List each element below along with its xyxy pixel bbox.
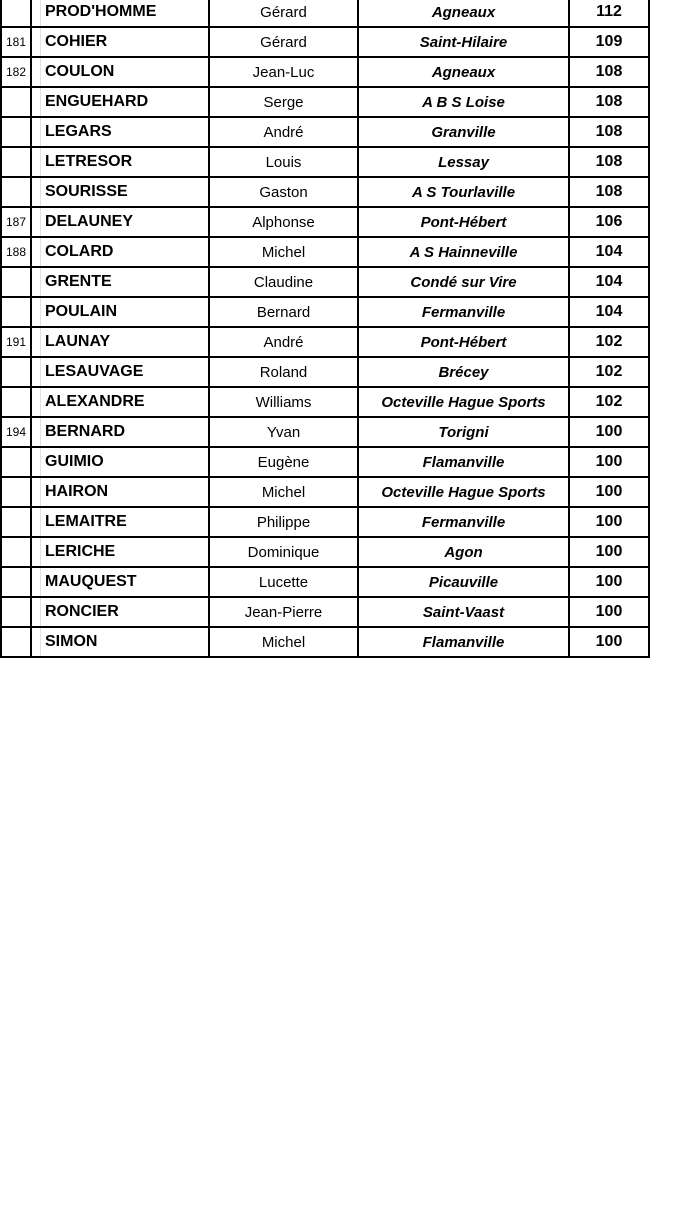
table-row <box>0 268 651 298</box>
surname-cell <box>30 538 210 568</box>
score-cell-text: 100 <box>595 543 623 560</box>
rank-cell-text: 191 <box>5 335 27 349</box>
surname-cell-text: ALEXANDRE <box>45 393 145 410</box>
club-cell <box>359 28 570 58</box>
club-cell-text: Torigni <box>438 423 489 441</box>
table-row <box>0 328 651 358</box>
firstname-cell-text: Michel <box>261 483 306 501</box>
surname-cell <box>30 568 210 598</box>
firstname-cell <box>210 598 359 628</box>
score-cell <box>570 148 650 178</box>
table-row <box>0 628 651 658</box>
club-cell-text: Brécey <box>438 363 489 381</box>
firstname-cell <box>210 0 359 28</box>
score-cell-text: 109 <box>595 33 623 50</box>
table-row <box>0 358 651 388</box>
club-cell-text: Flamanville <box>422 633 505 651</box>
rank-cell <box>0 298 32 328</box>
club-cell-text: Saint-Hilaire <box>419 33 508 51</box>
table-row <box>0 0 651 28</box>
club-cell <box>359 538 570 568</box>
table-row <box>0 298 651 328</box>
surname-cell-text: LAUNAY <box>45 333 111 350</box>
score-cell-text: 102 <box>595 363 623 380</box>
table-row <box>0 88 651 118</box>
club-cell <box>359 598 570 628</box>
score-cell-text: 104 <box>595 243 623 260</box>
rank-cell-text: 182 <box>5 65 27 79</box>
club-cell <box>359 148 570 178</box>
rank-cell <box>0 328 32 358</box>
firstname-cell <box>210 118 359 148</box>
firstname-cell-text: Lucette <box>258 573 309 591</box>
club-cell-text: Agneaux <box>431 63 496 81</box>
surname-cell-text: GRENTE <box>45 273 112 290</box>
club-cell <box>359 448 570 478</box>
firstname-cell <box>210 178 359 208</box>
rank-cell <box>0 58 32 88</box>
rank-cell <box>0 538 32 568</box>
firstname-cell <box>210 418 359 448</box>
rank-cell-text: 194 <box>5 425 27 439</box>
score-cell-text: 104 <box>595 303 623 320</box>
score-cell-text: 108 <box>595 63 623 80</box>
rank-cell <box>0 478 32 508</box>
club-cell <box>359 58 570 88</box>
score-cell <box>570 598 650 628</box>
score-cell <box>570 508 650 538</box>
table-row <box>0 598 651 628</box>
rank-cell-text: 187 <box>5 215 27 229</box>
surname-cell-text: POULAIN <box>45 303 117 320</box>
score-cell <box>570 88 650 118</box>
rank-cell <box>0 358 32 388</box>
firstname-cell <box>210 448 359 478</box>
firstname-cell-text: Michel <box>261 633 306 651</box>
firstname-cell <box>210 508 359 538</box>
firstname-cell-text: Louis <box>265 153 302 171</box>
score-cell-text: 100 <box>595 513 623 530</box>
surname-cell <box>30 238 210 268</box>
table-row <box>0 448 651 478</box>
club-cell-text: Granville <box>431 123 496 141</box>
firstname-cell <box>210 238 359 268</box>
surname-cell <box>30 598 210 628</box>
table-row <box>0 178 651 208</box>
rank-cell <box>0 208 32 238</box>
surname-cell <box>30 28 210 58</box>
surname-cell <box>30 118 210 148</box>
surname-cell-text: MAUQUEST <box>45 573 137 590</box>
club-cell <box>359 418 570 448</box>
surname-cell <box>30 208 210 238</box>
rank-cell <box>0 508 32 538</box>
club-cell <box>359 178 570 208</box>
score-cell <box>570 58 650 88</box>
surname-cell-text: DELAUNEY <box>45 213 134 230</box>
surname-cell <box>30 178 210 208</box>
surname-cell <box>30 388 210 418</box>
firstname-cell-text: Gérard <box>260 3 307 21</box>
surname-cell-text: PROD'HOMME <box>45 3 157 20</box>
score-cell <box>570 478 650 508</box>
score-cell-text: 104 <box>595 273 623 290</box>
score-cell <box>570 328 650 358</box>
score-cell <box>570 0 650 28</box>
score-cell <box>570 268 650 298</box>
table-row <box>0 58 651 88</box>
score-cell-text: 100 <box>595 423 623 440</box>
firstname-cell <box>210 568 359 598</box>
score-cell <box>570 388 650 418</box>
club-cell-text: A B S Loise <box>422 93 505 111</box>
surname-cell-text: LEMAITRE <box>45 513 127 530</box>
firstname-cell-text: Gaston <box>259 183 308 201</box>
club-cell-text: Agon <box>444 543 483 561</box>
score-cell <box>570 358 650 388</box>
surname-cell <box>30 88 210 118</box>
club-cell-text: Saint-Vaast <box>422 603 505 621</box>
rank-cell <box>0 0 32 28</box>
score-cell <box>570 298 650 328</box>
surname-cell-text: LEGARS <box>45 123 112 140</box>
rank-cell <box>0 238 32 268</box>
table-row <box>0 478 651 508</box>
score-cell-text: 100 <box>595 603 623 620</box>
surname-cell-text: BERNARD <box>45 423 125 440</box>
table-row <box>0 418 651 448</box>
firstname-cell-text: Serge <box>263 93 304 111</box>
club-cell-text: Lessay <box>438 153 489 171</box>
surname-cell <box>30 58 210 88</box>
score-cell-text: 112 <box>596 3 622 20</box>
firstname-cell-text: Jean-Pierre <box>244 603 323 621</box>
surname-cell-text: GUIMIO <box>45 453 104 470</box>
firstname-cell-text: Williams <box>255 393 312 411</box>
surname-cell-text: SIMON <box>45 633 98 650</box>
surname-cell-text: ENGUEHARD <box>45 93 149 110</box>
table-row <box>0 238 651 268</box>
firstname-cell-text: Roland <box>259 363 308 381</box>
score-cell <box>570 118 650 148</box>
club-cell <box>359 388 570 418</box>
club-cell-text: Flamanville <box>422 453 505 471</box>
firstname-cell <box>210 268 359 298</box>
club-cell-text: Fermanville <box>421 513 506 531</box>
surname-cell <box>30 508 210 538</box>
rank-cell <box>0 28 32 58</box>
club-cell <box>359 208 570 238</box>
club-cell <box>359 268 570 298</box>
club-cell <box>359 118 570 148</box>
surname-cell <box>30 328 210 358</box>
rank-cell <box>0 418 32 448</box>
table-row <box>0 568 651 598</box>
surname-cell-text: LERICHE <box>45 543 116 560</box>
surname-cell <box>30 418 210 448</box>
table-row <box>0 118 651 148</box>
firstname-cell-text: Eugène <box>257 453 310 471</box>
firstname-cell-text: Alphonse <box>252 213 315 231</box>
firstname-cell <box>210 388 359 418</box>
table-row <box>0 28 651 58</box>
table-row <box>0 148 651 178</box>
surname-cell-text: COHIER <box>45 33 108 50</box>
firstname-cell-text: André <box>263 333 304 351</box>
rank-cell <box>0 178 32 208</box>
club-cell <box>359 358 570 388</box>
rank-cell <box>0 118 32 148</box>
surname-cell <box>30 358 210 388</box>
score-cell <box>570 178 650 208</box>
score-cell <box>570 628 650 658</box>
score-cell-text: 108 <box>595 183 623 200</box>
club-cell-text: Agneaux <box>431 3 496 21</box>
firstname-cell-text: Bernard <box>256 303 311 321</box>
score-cell-text: 100 <box>595 453 623 470</box>
score-cell-text: 108 <box>595 153 623 170</box>
table-row <box>0 508 651 538</box>
firstname-cell <box>210 628 359 658</box>
score-cell <box>570 568 650 598</box>
score-cell <box>570 208 650 238</box>
surname-cell <box>30 148 210 178</box>
club-cell <box>359 478 570 508</box>
score-cell <box>570 238 650 268</box>
club-cell <box>359 0 570 28</box>
club-cell <box>359 238 570 268</box>
score-cell-text: 100 <box>595 633 623 650</box>
rank-cell <box>0 268 32 298</box>
score-cell-text: 100 <box>595 573 623 590</box>
club-cell-text: Condé sur Vire <box>410 273 517 291</box>
surname-cell-text: RONCIER <box>45 603 119 620</box>
rank-cell <box>0 628 32 658</box>
surname-cell-text: SOURISSE <box>45 183 128 200</box>
rank-cell-text: 188 <box>5 245 27 259</box>
surname-cell <box>30 298 210 328</box>
club-cell-text: Fermanville <box>421 303 506 321</box>
firstname-cell <box>210 88 359 118</box>
firstname-cell-text: André <box>263 123 304 141</box>
rank-cell <box>0 598 32 628</box>
table-row <box>0 388 651 418</box>
score-cell-text: 106 <box>595 213 623 230</box>
firstname-cell-text: Yvan <box>266 423 301 441</box>
club-cell <box>359 298 570 328</box>
rank-cell <box>0 568 32 598</box>
score-cell <box>570 28 650 58</box>
surname-cell-text: COULON <box>45 63 115 80</box>
firstname-cell-text: Jean-Luc <box>252 63 315 81</box>
firstname-cell <box>210 58 359 88</box>
surname-cell-text: LETRESOR <box>45 153 133 170</box>
rank-cell <box>0 448 32 478</box>
firstname-cell-text: Michel <box>261 243 306 261</box>
firstname-cell <box>210 538 359 568</box>
firstname-cell-text: Dominique <box>247 543 320 561</box>
score-cell-text: 108 <box>595 123 623 140</box>
firstname-cell <box>210 208 359 238</box>
firstname-cell-text: Gérard <box>260 33 307 51</box>
firstname-cell <box>210 358 359 388</box>
firstname-cell <box>210 28 359 58</box>
club-cell <box>359 628 570 658</box>
club-cell <box>359 88 570 118</box>
club-cell-text: A S Tourlaville <box>411 183 516 201</box>
surname-cell <box>30 448 210 478</box>
score-cell-text: 102 <box>595 333 623 350</box>
table-row <box>0 538 651 568</box>
club-cell-text: Picauville <box>428 573 499 591</box>
club-cell-text: A S Hainneville <box>409 243 518 261</box>
score-cell <box>570 448 650 478</box>
club-cell-text: Octeville Hague Sports <box>381 393 546 411</box>
club-cell-text: Octeville Hague Sports <box>381 483 546 501</box>
rank-cell-text: 181 <box>5 35 27 49</box>
club-cell-text: Pont-Hébert <box>420 333 507 351</box>
surname-cell-text: COLARD <box>45 243 114 260</box>
rank-cell <box>0 88 32 118</box>
table-row <box>0 208 651 238</box>
firstname-cell-text: Claudine <box>253 273 314 291</box>
rank-cell <box>0 148 32 178</box>
surname-cell <box>30 628 210 658</box>
club-cell <box>359 568 570 598</box>
firstname-cell <box>210 478 359 508</box>
club-cell-text: Pont-Hébert <box>420 213 507 231</box>
firstname-cell <box>210 328 359 358</box>
score-cell <box>570 418 650 448</box>
surname-cell-text: HAIRON <box>45 483 109 500</box>
score-cell <box>570 538 650 568</box>
surname-cell <box>30 268 210 298</box>
surname-cell-text: LESAUVAGE <box>45 363 144 380</box>
firstname-cell-text: Philippe <box>256 513 311 531</box>
firstname-cell <box>210 148 359 178</box>
surname-cell <box>30 478 210 508</box>
score-cell-text: 100 <box>595 483 623 500</box>
score-cell-text: 102 <box>595 393 623 410</box>
score-cell-text: 108 <box>595 93 623 110</box>
surname-cell <box>30 0 210 28</box>
club-cell <box>359 508 570 538</box>
firstname-cell <box>210 298 359 328</box>
club-cell <box>359 328 570 358</box>
rank-cell <box>0 388 32 418</box>
